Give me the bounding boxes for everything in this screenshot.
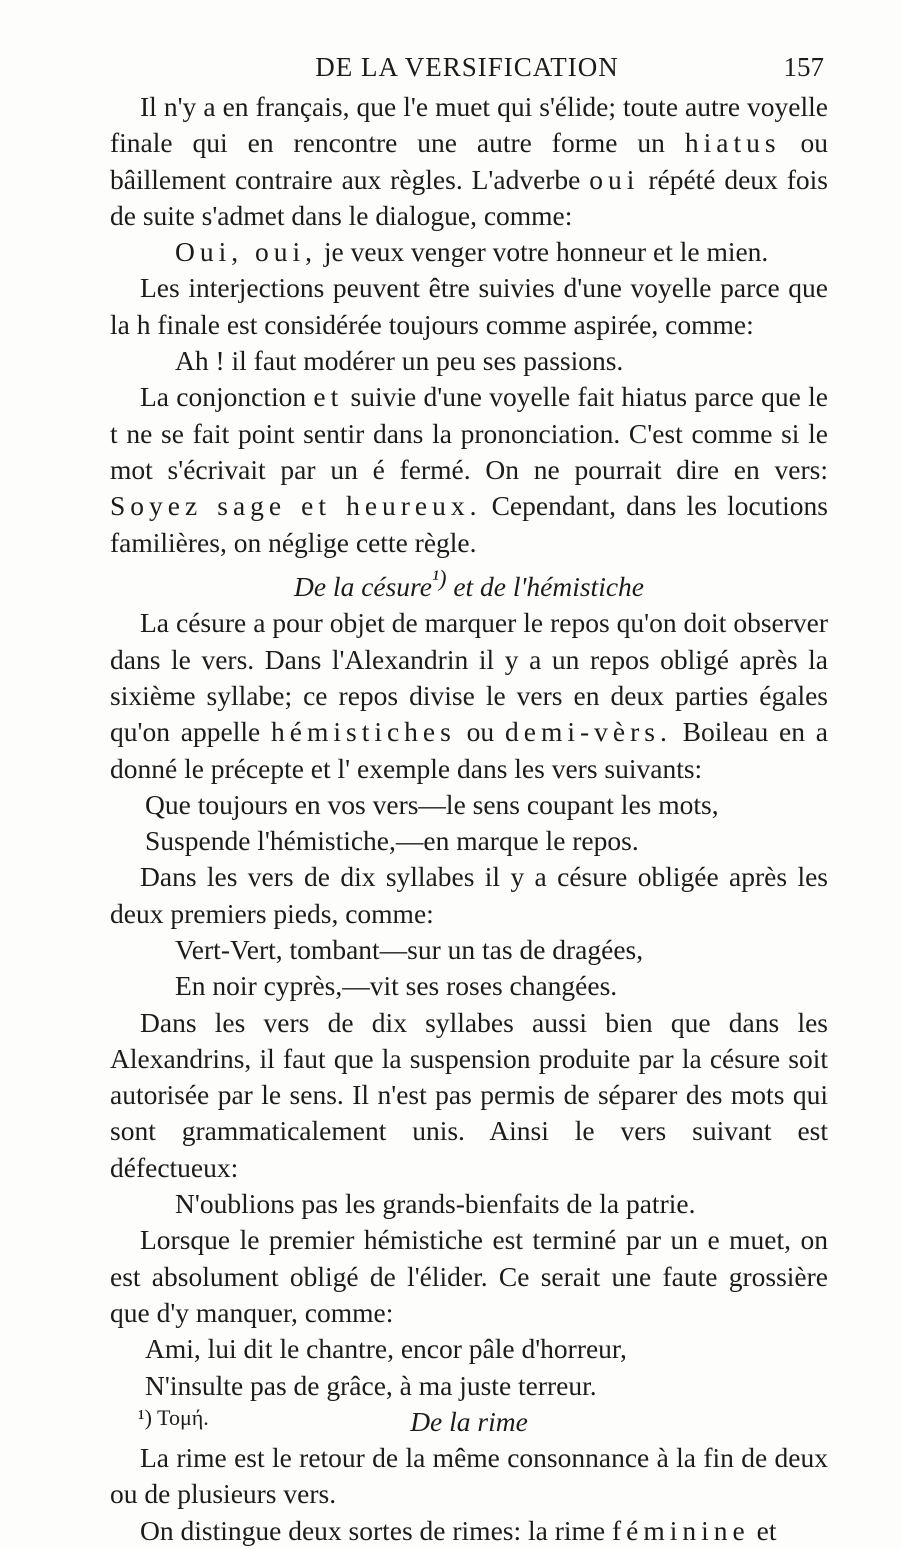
page-number: 157 [783, 52, 824, 82]
paragraph-e-muet: Lorsque le premier hémistiche est terminé par un e muet, on est absolument obligé de l'élider. Ce serait une faute grossière que d'y manquer, comme: [110, 1224, 828, 1328]
verse-line: En noir cyprès,—vit ses roses changées. [175, 970, 618, 1002]
page-header [110, 52, 824, 86]
verse-line: N'oublions pas les grands-bienfaits de la patrie. [175, 1188, 696, 1220]
verse-line: Oui, oui, je veux venger votre honneur et le mien. [175, 236, 769, 268]
term-oui: oui [589, 163, 640, 195]
paragraph-sortes-rimes: On distingue deux sortes de rimes: la rime féminine et [140, 1514, 777, 1546]
paragraph-conjonction: La conjonction et suivie d'une voyelle fait hiatus parce que le t ne se fait point sentir dans la prononciation. C'est comme si le mot s'écrivait par un é fermé. On ne pourrait dire en vers: Soyez sage et heureux. Cependant, dans les locutions familières, on néglige cette règle. [110, 381, 828, 558]
running-title: DE LA VERSIFICATION [315, 52, 619, 82]
term-demi-vers: demi-vèrs. [505, 716, 672, 748]
term-et: et [313, 381, 344, 413]
verse-line: N'insulte pas de grâce, à ma juste terreur. [145, 1369, 597, 1401]
paragraph-cesure: La césure a pour objet de marquer le repos qu'on doit observer dans le vers. Dans l'Alexandrin il y a un repos obligé après la sixième syllabe; ce repos divise le vers en deux parties égales qu'on appelle hémistiches ou demi-vèrs. Boileau en a donné le précepte et l' exemple dans les vers suivants: [110, 607, 829, 784]
footnote [138, 1405, 209, 1431]
term-feminine: féminine [612, 1514, 750, 1546]
verse-line: Ah ! il faut modérer un peu ses passions. [175, 345, 624, 377]
verse-line: Ami, lui dit le chantre, encor pâle d'horreur, [145, 1333, 627, 1365]
paragraph-dix-syllabes: Dans les vers de dix syllabes il y a césure obligée après les deux premiers pieds, comme: [110, 861, 828, 929]
page-body [110, 89, 828, 1549]
verse-line: Vert-Vert, tombant—sur un tas de dragées, [175, 933, 644, 965]
example-phrase: Soyez sage et heureux. [110, 490, 482, 522]
footnote-marker: ¹) [138, 1405, 152, 1430]
paragraph-interjections: Les interjections peuvent être suivies d'une voyelle parce que la h finale est considérée toujours comme aspirée, comme: [110, 272, 828, 340]
term-hiatus: hiatus [684, 127, 781, 159]
verse-line: Que toujours en vos vers—le sens coupant les mots, [145, 788, 719, 820]
section-heading-cesure: De la césure$^{^1)}$ et de l'hémistiche [293, 565, 645, 603]
footnote-reference: ¹) [431, 565, 447, 591]
footnote-text: Τομή. [157, 1405, 209, 1430]
verse-line: Suspende l'hémistiche,—en marque le repos. [145, 825, 639, 857]
paragraph-hiatus: Il n'y a en français, que l'e muet qui s'élide; toute autre voyelle finale qui en rencontre une autre forme un hiatus ou bâillement contraire aux règles. L'adverbe oui répété deux fois de suite s'admet dans le dialogue, comme: [110, 91, 828, 231]
section-heading-rime: De la rime [410, 1405, 528, 1437]
paragraph-suspension: Dans les vers de dix syllabes aussi bien que dans les Alexandrins, il faut que la suspension produite par la césure soit autorisée par le sens. Il n'est pas permis de séparer des mots qui sont grammaticalement unis. Ainsi le vers suivant est défectueux: [110, 1006, 828, 1183]
term-hemistiches: hémistiches [271, 716, 456, 748]
paragraph-rime: La rime est le retour de la même consonnance à la fin de deux ou de plusieurs vers. [110, 1442, 828, 1510]
